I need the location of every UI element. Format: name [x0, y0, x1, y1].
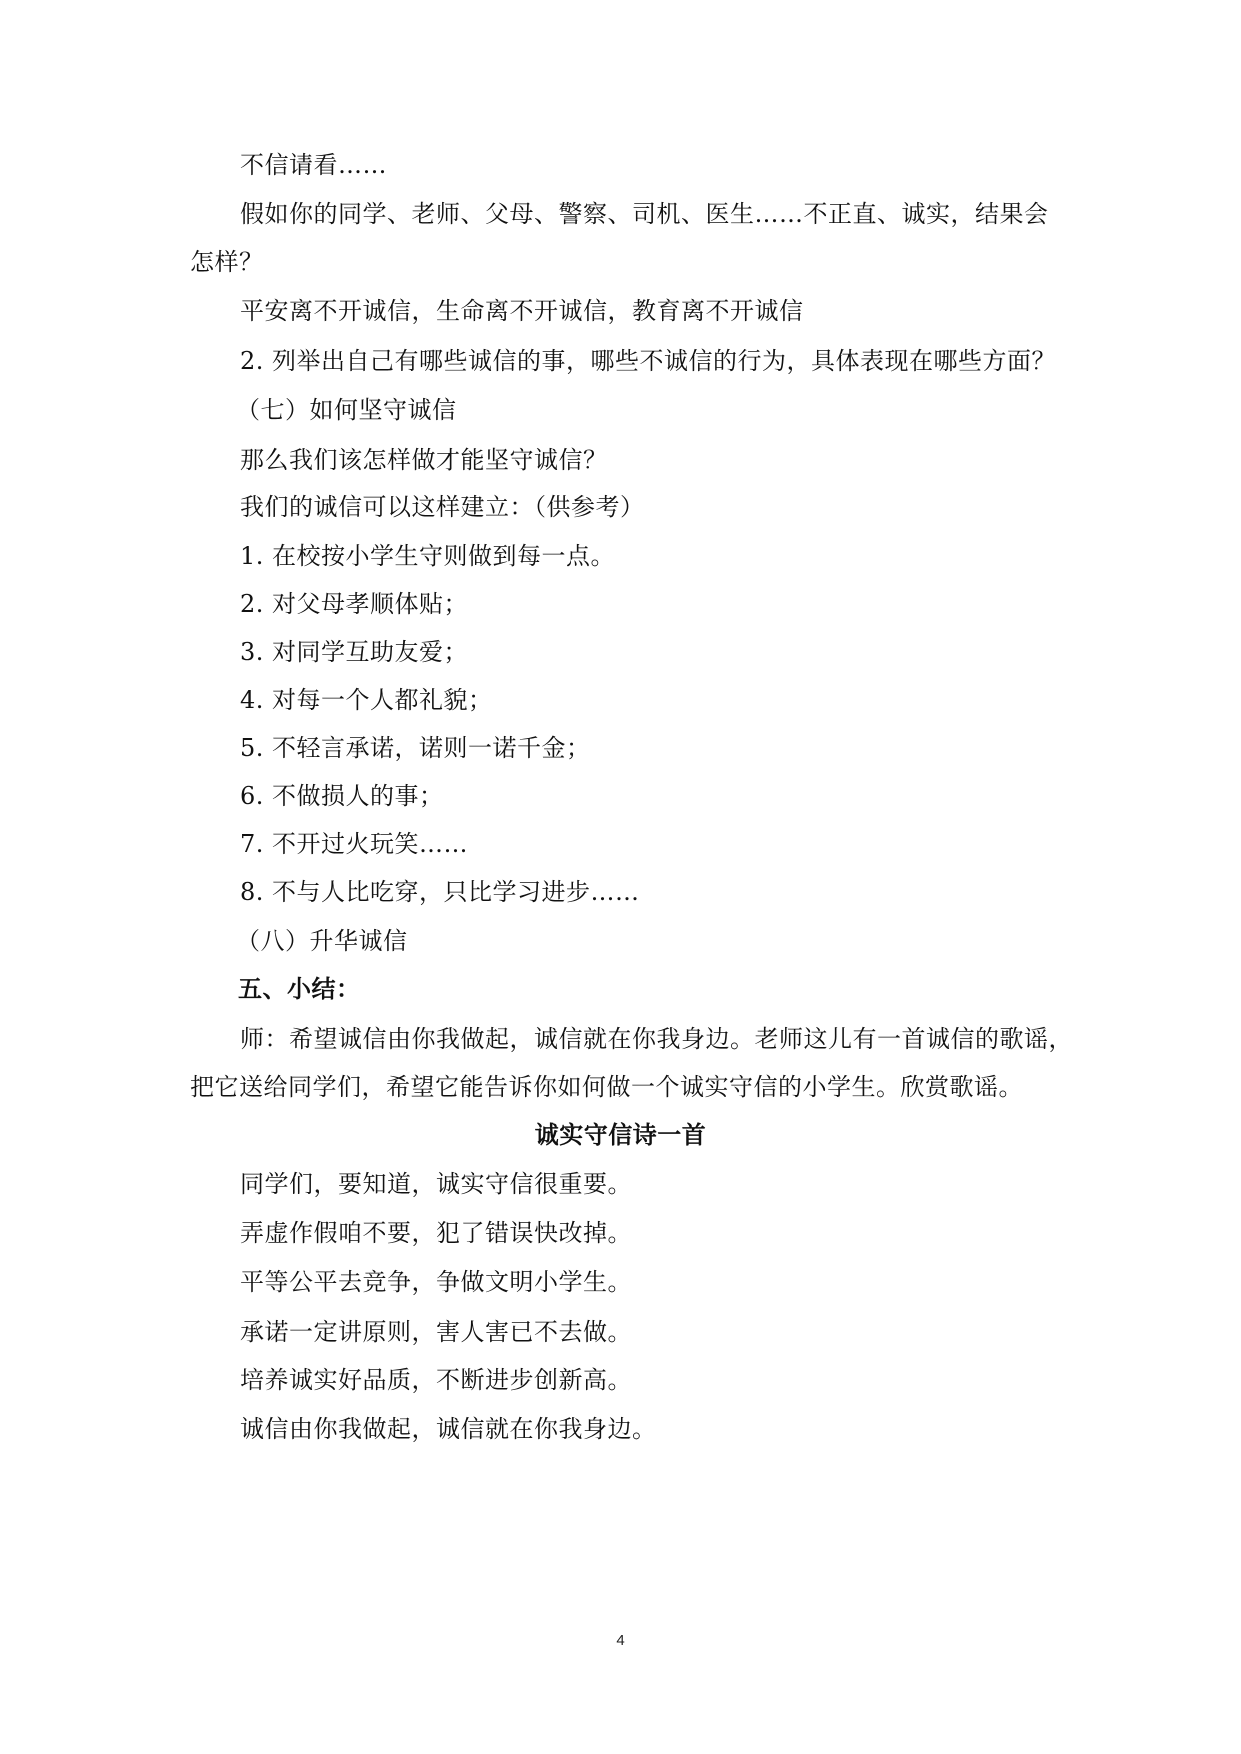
poem-line: 承诺一定讲原则，害人害已不去做。: [240, 1318, 632, 1346]
paragraph-suppose-line-1: 假如你的同学、老师、父母、警察、司机、医生……不正直、诚实，结果会: [240, 200, 1049, 228]
list-item: 4. 对每一个人都礼貌；: [240, 686, 493, 714]
page-number: 4: [616, 1632, 625, 1649]
poem-line: 平等公平去竞争，争做文明小学生。: [240, 1268, 632, 1296]
paragraph-teacher-line-2: 把它送给同学们，希望它能告诉你如何做一个诚实守信的小学生。欣赏歌谣。: [190, 1073, 1023, 1101]
poem-line: 弄虚作假咱不要，犯了错误快改掉。: [240, 1219, 632, 1247]
paragraph-safety: 平安离不开诚信，生命离不开诚信，教育离不开诚信: [240, 297, 804, 325]
paragraph-list-question: 2. 列举出自己有哪些诚信的事，哪些不诚信的行为，具体表现在哪些方面？: [240, 347, 1057, 375]
section-heading-seven: （七）如何坚守诚信: [236, 396, 457, 424]
summary-heading: 五、小结：: [238, 975, 361, 1003]
paragraph-build-intro: 我们的诚信可以这样建立：（供参考）: [240, 493, 645, 521]
list-item: 6. 不做损人的事；: [240, 782, 444, 810]
poem-title: 诚实守信诗一首: [534, 1121, 707, 1149]
paragraph-how-question: 那么我们该怎样做才能坚守诚信？: [240, 446, 608, 474]
paragraph-teacher-line-1: 师：希望诚信由你我做起，诚信就在你我身边。老师这儿有一首诚信的歌谣，: [240, 1025, 1073, 1053]
list-item: 3. 对同学互助友爱；: [240, 638, 469, 666]
list-item: 8. 不与人比吃穿，只比学习进步……: [240, 878, 640, 906]
list-item: 7. 不开过火玩笑……: [240, 830, 469, 858]
poem-line: 培养诚实好品质，不断进步创新高。: [240, 1366, 632, 1394]
paragraph-not-believe: 不信请看……: [240, 151, 387, 179]
list-item: 1. 在校按小学生守则做到每一点。: [240, 542, 616, 570]
paragraph-suppose-line-2: 怎样？: [190, 248, 264, 276]
list-item: 2. 对父母孝顺体贴；: [240, 590, 469, 618]
poem-line: 诚信由你我做起，诚信就在你我身边。: [240, 1415, 657, 1443]
poem-line: 同学们，要知道，诚实守信很重要。: [240, 1170, 632, 1198]
list-item: 5. 不轻言承诺，诺则一诺千金；: [240, 734, 591, 762]
section-heading-eight: （八）升华诚信: [236, 927, 408, 955]
